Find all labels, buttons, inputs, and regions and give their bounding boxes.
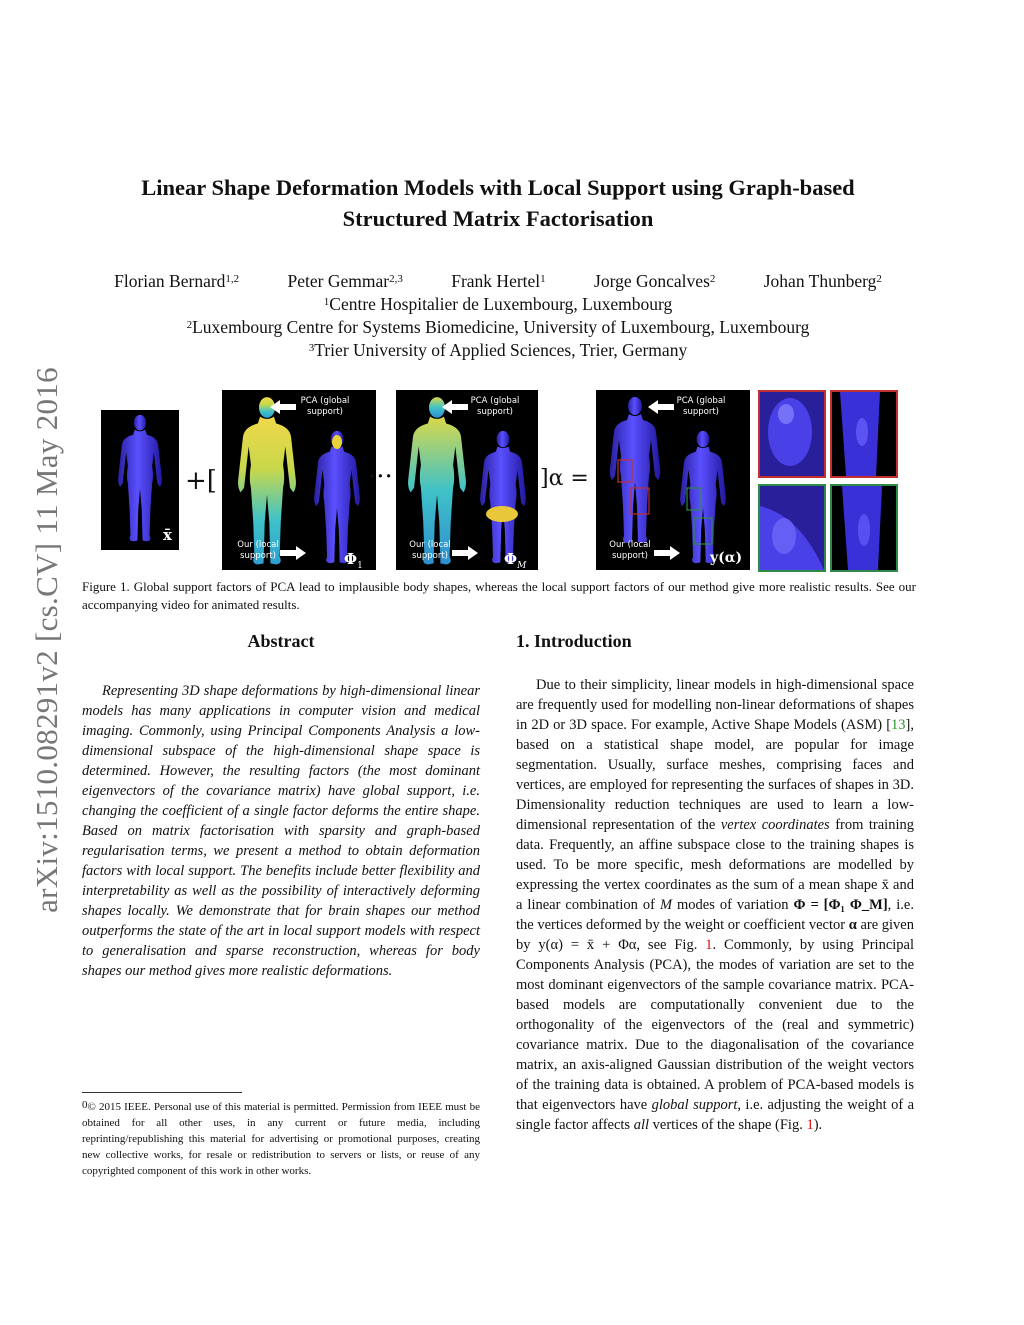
intro-body: Due to their simplicity, linear models in high-dimensional space are frequently used for modelling non-linear deformations of shapes in 2D or 3D space. For example, Active Shape Models (ASM) [13], based on a statistical shape model, are popular for image segmentation. Usually, surface meshes, comprising faces and vertices, are employed for representing the surfaces of shapes in 3D. Dimensionality reduction techniques are used to learn a low-dimensional representation of the vertex coordinates from training data. Frequently, an affine subspace close to the training shapes is used. To be more specific, mesh deformations are modelled by expressing the vertex coordinates as the sum of a mean shape x̄ and a linear combination of M modes of variation Φ = [Φ₁ Φ_M], i.e. the vertices deformed by the weight or coefficient vector α are given by y(α) = x̄ + Φα, see Fig. 1. Commonly, by using Principal Components Analysis (PCA), the modes of variation are set to the most dominant eigenvectors of the sample covariance matrix. PCA-based models are computationally convenient due to the orthogonality of the eigenvectors of the (real and symmetric) covariance matrix. Due to the diagonalisation of the covariance matrix, an axis-aligned Gaussian distribution of the weight vectors of the training data is obtained. A problem of PCA-based models is that eigenvectors have global support, i.e. adjusting the weight of a single factor affects all vertices of the shape (Fig. 1). bbox=[516, 677, 915, 1133]
phi1-label: $\Phi_1$ bbox=[344, 550, 363, 570]
our-label: Our (local support) bbox=[409, 540, 451, 561]
intro-heading: 1. Introduction bbox=[516, 631, 632, 651]
zoom-crop-ours-2 bbox=[830, 484, 898, 572]
left-arrow-icon bbox=[648, 400, 674, 414]
pca-label: PCA (global support) bbox=[470, 396, 520, 417]
result-panel bbox=[596, 390, 750, 570]
phi1-panel bbox=[222, 390, 376, 570]
figure-1 bbox=[100, 388, 900, 573]
author: Johan Thunberg$^2$ bbox=[763, 271, 882, 291]
right-arrow-icon bbox=[654, 546, 680, 560]
mean-shape-panel bbox=[101, 410, 179, 550]
plus-bracket: +[ bbox=[185, 466, 217, 496]
author: Frank Hertel$^1$ bbox=[451, 271, 546, 291]
zoom-crop-pca-2 bbox=[830, 390, 898, 478]
right-arrow-icon bbox=[280, 546, 306, 560]
our-label: Our (local support) bbox=[237, 540, 279, 561]
phiM-panel bbox=[396, 390, 538, 570]
arxiv-stamp bbox=[22, 340, 72, 940]
author: Florian Bernard$^{1,2}$ bbox=[114, 271, 240, 291]
right-arrow-icon bbox=[452, 546, 478, 560]
ellipsis: ··· bbox=[368, 462, 393, 492]
arxiv-id: arXiv:1510.08291v2 [cs.CV] 11 May 2016 bbox=[29, 367, 64, 913]
author-list bbox=[80, 270, 916, 293]
title-line-1: Linear Shape Deformation Models with Local Support using Graph-based bbox=[141, 175, 855, 200]
figure-caption: Figure 1. Global support factors of PCA lead to implausible body shapes, whereas the local support factors of our method give more realistic results. See our accompanying video for animated results. bbox=[82, 579, 916, 612]
zoom-crop-pca-1 bbox=[758, 390, 826, 478]
author: Jorge Goncalves$^2$ bbox=[594, 271, 716, 291]
mean-symbol: x̄ bbox=[163, 526, 172, 544]
affiliation: $^2$Luxembourg Centre for Systems Biomedicine, University of Luxembourg, Luxembourg bbox=[186, 317, 810, 337]
pca-label: PCA (global support) bbox=[676, 396, 726, 417]
abstract-heading: Abstract bbox=[247, 631, 315, 651]
close-bracket-alpha: ]α = bbox=[540, 466, 589, 491]
pca-label: PCA (global support) bbox=[300, 396, 350, 417]
left-arrow-icon bbox=[270, 400, 296, 414]
citation-link[interactable]: 13 bbox=[891, 717, 906, 733]
title-line-2: Structured Matrix Factorisation bbox=[342, 206, 654, 231]
paper-title bbox=[80, 172, 916, 234]
figure-link[interactable]: 1 bbox=[705, 937, 713, 953]
affiliation: $^3$Trier University of Applied Sciences, Trier, Germany bbox=[308, 340, 688, 360]
our-label: Our (local support) bbox=[609, 540, 651, 561]
result-label: y(α) bbox=[710, 550, 743, 566]
phiM-label: $\Phi_M$ bbox=[504, 550, 527, 570]
copyright-footnote: $^0$© 2015 IEEE. Personal use of this material is permitted. Permission from IEEE must be obtained for all other uses, in any current or future media, including reprinting/republishing this material for advertising or promotional purposes, creating new collective works, for resale or redistribution to servers or lists, or reuse of any copyrighted component of this work in other works. bbox=[82, 1099, 480, 1177]
figure-link[interactable]: 1 bbox=[806, 1117, 814, 1133]
abstract-body: Representing 3D shape deformations by high-dimensional linear models has many applications in computer vision and medical imaging. Commonly, using Principal Components Analysis a low-dimensional subspace of the high-dimensional shape space is determined. However, the resulting factors (the most dominant eigenvectors of the covariance matrix) have global support, i.e. changing the coefficient of a single factor deforms the entire shape. Based on matrix factorisation with sparsity and graph-based regularisation terms, we present a method to obtain deformation factors with local support. The benefits include better flexibility and interpretability as well as the possibility of interactively deforming shapes locally. We demonstrate that for brain shapes our method outperforms the state of the art in local support models with respect to generalisation and sparse reconstruction, whereas for body shapes our method gives more realistic deformations. bbox=[82, 683, 480, 979]
author-block bbox=[80, 270, 916, 362]
zoom-crop-ours-1 bbox=[758, 484, 826, 572]
left-arrow-icon bbox=[442, 400, 468, 414]
footnote-rule bbox=[82, 1092, 242, 1093]
author: Peter Gemmar$^{2,3}$ bbox=[287, 271, 403, 291]
affiliation: $^1$Centre Hospitalier de Luxembourg, Luxembourg bbox=[323, 294, 673, 314]
